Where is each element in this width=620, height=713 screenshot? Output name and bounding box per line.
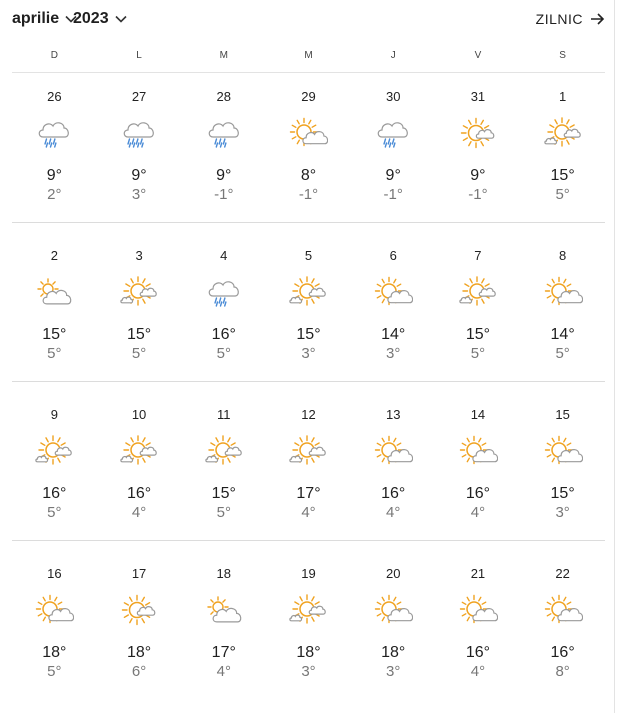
day-number: 16: [47, 566, 62, 581]
heavy-rain-icon: [119, 115, 159, 155]
day-cell[interactable]: [12, 75, 97, 223]
low-temperature: 3°: [386, 345, 401, 362]
high-temperature: 16°: [211, 326, 236, 343]
high-temperature: 18°: [296, 644, 321, 661]
day-cell[interactable]: [97, 393, 182, 541]
sun-clouds-icon: [119, 274, 159, 314]
day-cell[interactable]: [520, 552, 605, 700]
low-temperature: 3°: [301, 345, 316, 362]
partly-sunny-icon: [373, 592, 413, 632]
low-temperature: 4°: [386, 504, 401, 521]
low-temperature: 4°: [131, 504, 147, 521]
day-cell[interactable]: [12, 552, 97, 700]
high-temperature: 15°: [42, 326, 67, 343]
chevron-down-icon: [115, 15, 127, 23]
weekday-label: M: [219, 50, 228, 61]
high-temperature: 9°: [385, 167, 401, 184]
high-temperature: 15°: [296, 326, 321, 343]
day-number: 7: [474, 248, 482, 263]
day-number: 14: [470, 407, 486, 422]
day-number: 13: [385, 407, 401, 422]
partly-sunny-icon: [458, 433, 498, 473]
weekday-label: D: [50, 50, 58, 61]
sun-clouds-icon: [458, 274, 498, 314]
day-cell[interactable]: [181, 234, 266, 382]
day-cell[interactable]: [436, 393, 521, 541]
week-row: [12, 75, 605, 223]
week-row: [12, 234, 605, 382]
low-temperature: -1°: [214, 186, 234, 203]
low-temperature: 5°: [216, 504, 231, 521]
day-number: 27: [131, 89, 147, 104]
sun-clouds-icon: [204, 433, 244, 473]
partly-sunny-icon: [288, 115, 328, 155]
year-label: 2023: [73, 10, 109, 27]
mostly-cloudy-icon: [204, 592, 244, 632]
high-temperature: 9°: [131, 167, 147, 184]
day-number: 1: [559, 89, 567, 104]
high-temperature: 16°: [550, 644, 575, 661]
high-temperature: 18°: [126, 644, 152, 661]
high-temperature: 16°: [465, 644, 491, 661]
low-temperature: 4°: [216, 663, 231, 680]
day-number: 5: [304, 248, 313, 263]
day-cell[interactable]: [351, 552, 436, 700]
day-number: 18: [216, 566, 232, 581]
day-cell[interactable]: [266, 75, 351, 223]
day-cell[interactable]: [351, 75, 436, 223]
day-cell[interactable]: [520, 393, 605, 541]
day-cell[interactable]: [436, 75, 521, 223]
day-cell[interactable]: [12, 234, 97, 382]
weekday-label: L: [136, 50, 142, 61]
mostly-cloudy-icon: [34, 274, 74, 314]
day-cell[interactable]: [436, 234, 521, 382]
low-temperature: 5°: [47, 663, 62, 680]
day-number: 3: [135, 248, 143, 263]
day-cell[interactable]: [351, 234, 436, 382]
low-temperature: 5°: [555, 345, 570, 362]
sun-clouds-icon: [34, 433, 74, 473]
low-temperature: 5°: [216, 345, 231, 362]
day-number: 20: [385, 566, 401, 581]
high-temperature: 14°: [550, 326, 575, 343]
day-number: 15: [555, 407, 570, 422]
rain-icon: [204, 115, 244, 155]
month-label: aprilie: [12, 10, 60, 27]
low-temperature: 8°: [555, 663, 570, 680]
sun-small-cloud-icon: [458, 115, 498, 155]
day-cell[interactable]: [12, 393, 97, 541]
high-temperature: 14°: [381, 326, 406, 343]
high-temperature: 16°: [465, 485, 491, 502]
daily-view-label: ZILNIC: [535, 11, 583, 27]
day-number: 19: [301, 566, 316, 581]
day-cell[interactable]: [266, 393, 351, 541]
day-cell[interactable]: [97, 234, 182, 382]
calendar-header: [0, 0, 615, 40]
day-number: 4: [220, 248, 228, 263]
weekday-label: V: [474, 50, 482, 61]
day-number: 30: [385, 89, 401, 104]
low-temperature: 5°: [47, 504, 62, 521]
high-temperature: 9°: [46, 167, 62, 184]
high-temperature: 18°: [381, 644, 406, 661]
high-temperature: 16°: [381, 485, 406, 502]
day-cell[interactable]: [436, 552, 521, 700]
high-temperature: 17°: [296, 485, 321, 502]
rain-icon: [204, 274, 244, 314]
partly-sunny-icon: [458, 592, 498, 632]
sun-clouds-icon: [288, 433, 328, 473]
low-temperature: 3°: [555, 504, 570, 521]
day-cell[interactable]: [351, 393, 436, 541]
low-temperature: 3°: [131, 186, 147, 203]
daily-view-link[interactable]: [536, 11, 605, 27]
low-temperature: 6°: [131, 663, 147, 680]
week-row: [12, 393, 605, 541]
low-temperature: 4°: [301, 504, 316, 521]
high-temperature: 9°: [470, 167, 486, 184]
year-selector[interactable]: [73, 10, 127, 28]
high-temperature: 16°: [42, 485, 67, 502]
rain-icon: [34, 115, 74, 155]
weekday-label: J: [390, 50, 396, 61]
low-temperature: 5°: [131, 345, 147, 362]
weekday-label: S: [559, 50, 566, 61]
partly-sunny-icon: [373, 433, 413, 473]
weekday-label: M: [304, 50, 313, 61]
low-temperature: 4°: [470, 663, 486, 680]
high-temperature: 18°: [42, 644, 67, 661]
sun-clouds-icon: [288, 592, 328, 632]
day-cell[interactable]: [520, 234, 605, 382]
sun-small-cloud-icon: [119, 592, 159, 632]
low-temperature: 3°: [386, 663, 401, 680]
low-temperature: 5°: [47, 345, 62, 362]
partly-sunny-icon: [34, 592, 74, 632]
low-temperature: -1°: [298, 186, 319, 203]
day-cell[interactable]: [181, 393, 266, 541]
day-number: 9: [50, 407, 58, 422]
sun-clouds-icon: [119, 433, 159, 473]
high-temperature: 8°: [300, 167, 317, 184]
day-cell[interactable]: [97, 552, 182, 700]
weekday-header: [12, 45, 605, 73]
high-temperature: 15°: [211, 485, 236, 502]
sun-clouds-icon: [543, 115, 583, 155]
low-temperature: 4°: [470, 504, 486, 521]
day-number: 8: [559, 248, 567, 263]
high-temperature: 9°: [216, 167, 232, 184]
week-row: [12, 552, 605, 700]
high-temperature: 15°: [465, 326, 491, 343]
day-number: 12: [301, 407, 316, 422]
day-number: 17: [131, 566, 147, 581]
low-temperature: 2°: [47, 186, 62, 203]
high-temperature: 15°: [550, 167, 575, 184]
partly-sunny-icon: [543, 433, 583, 473]
day-number: 22: [555, 566, 570, 581]
day-number: 21: [470, 566, 486, 581]
partly-sunny-icon: [373, 274, 413, 314]
day-number: 28: [216, 89, 232, 104]
high-temperature: 15°: [126, 326, 152, 343]
day-number: 6: [389, 248, 397, 263]
low-temperature: -1°: [468, 186, 488, 203]
partly-sunny-icon: [543, 274, 583, 314]
day-number: 10: [131, 407, 147, 422]
day-cell[interactable]: [97, 75, 182, 223]
high-temperature: 16°: [126, 485, 152, 502]
low-temperature: -1°: [383, 186, 403, 203]
day-cell[interactable]: [181, 75, 266, 223]
day-cell[interactable]: [266, 552, 351, 700]
sun-clouds-icon: [288, 274, 328, 314]
low-temperature: 3°: [301, 663, 316, 680]
day-number: 31: [470, 89, 486, 104]
month-selector[interactable]: [12, 10, 77, 28]
day-number: 2: [50, 248, 58, 263]
partly-sunny-icon: [543, 592, 583, 632]
day-cell[interactable]: [181, 552, 266, 700]
day-cell[interactable]: [520, 75, 605, 223]
high-temperature: 15°: [550, 485, 575, 502]
rain-icon: [373, 115, 413, 155]
day-number: 26: [47, 89, 62, 104]
day-cell[interactable]: [266, 234, 351, 382]
day-number: 11: [217, 407, 231, 422]
high-temperature: 17°: [211, 644, 236, 661]
arrow-right-icon: [590, 13, 605, 25]
day-number: 29: [301, 89, 316, 104]
low-temperature: 5°: [555, 186, 570, 203]
low-temperature: 5°: [470, 345, 486, 362]
